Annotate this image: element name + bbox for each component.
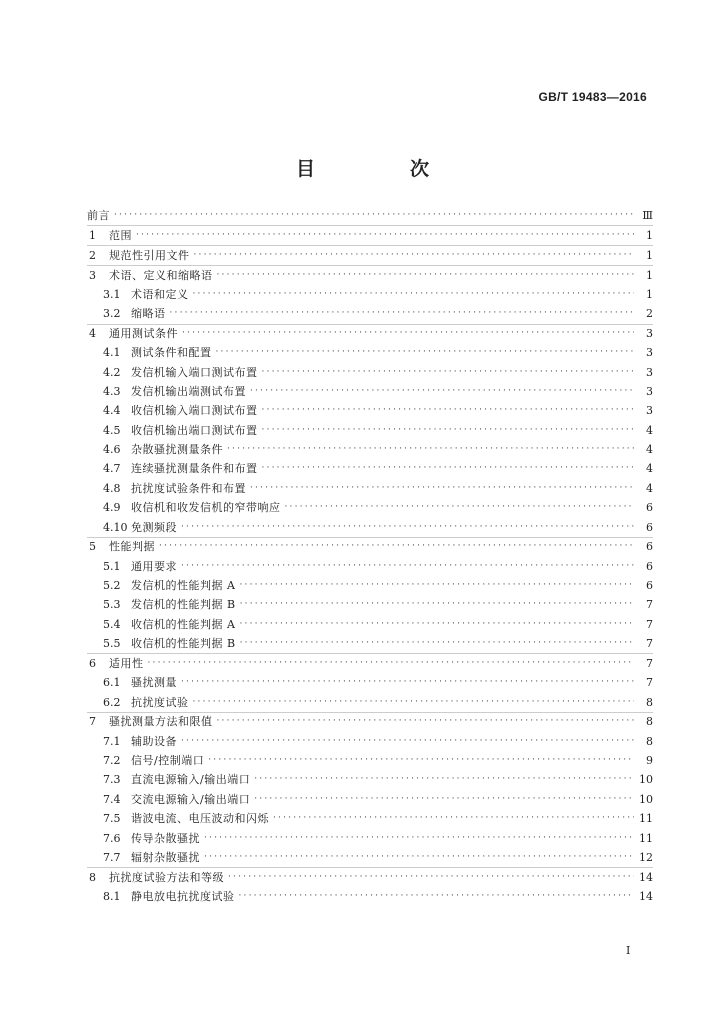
toc-entry[interactable]: [87, 518, 653, 537]
toc-entry-label: 发信机的性能判据 A: [131, 579, 236, 593]
toc-entry[interactable]: [87, 595, 653, 614]
toc-entry[interactable]: [87, 343, 653, 362]
toc-entry[interactable]: [87, 421, 653, 440]
toc-entry[interactable]: [87, 266, 653, 285]
toc-entry[interactable]: [87, 751, 653, 770]
toc-entry-label: 传导杂散骚扰: [131, 831, 200, 845]
toc-entry-number: 6.1: [103, 676, 121, 690]
toc-entry[interactable]: [87, 634, 653, 653]
toc-entry-label: 发信机输出端测试布置: [131, 385, 246, 399]
toc-entry-page: 1: [646, 228, 653, 242]
toc-entry-label: 术语和定义: [131, 287, 189, 301]
toc-leader-dots: [227, 440, 634, 459]
toc-entry-number: 7.3: [103, 773, 121, 787]
toc-entry-label: 连续骚扰测量条件和布置: [131, 462, 258, 476]
toc-entry-label: 通用要求: [131, 559, 177, 573]
toc-entry-label: 缩略语: [131, 307, 166, 321]
toc-entry-page: 10: [639, 792, 653, 806]
toc-entry-page: 3: [646, 385, 653, 399]
toc-entry-label: 术语、定义和缩略语: [109, 268, 213, 282]
toc-entry[interactable]: [87, 401, 653, 420]
toc-entry-label: 发信机输入端口测试布置: [131, 365, 258, 379]
toc-leader-dots: [181, 673, 634, 692]
toc-entry-label: 杂散骚扰测量条件: [131, 443, 223, 457]
toc-entry-page: 3: [646, 365, 653, 379]
toc-entry-page: 4: [646, 443, 653, 457]
toc-leader-dots: [228, 868, 634, 887]
toc-entry-page: 4: [646, 462, 653, 476]
toc-entry-number: 6: [89, 656, 96, 670]
toc-entry[interactable]: [87, 537, 653, 556]
toc-entry-label: 辅助设备: [131, 734, 177, 748]
toc-entry-label: 收信机的性能判据 B: [131, 637, 236, 651]
toc-entry-label: 收信机的性能判据 A: [131, 617, 236, 631]
toc-leader-dots: [204, 829, 634, 848]
toc-leader-dots: [148, 654, 635, 673]
toc-entry[interactable]: [87, 887, 653, 906]
toc-entry[interactable]: [87, 770, 653, 789]
toc-entry[interactable]: [87, 615, 653, 634]
toc-entry-number: 4.7: [103, 462, 121, 476]
toc-entry-label: 测试条件和配置: [131, 346, 212, 360]
toc-leader-dots: [239, 615, 634, 634]
toc-leader-dots: [285, 498, 635, 517]
toc-entry-number: 7.5: [103, 812, 121, 826]
toc-entry-number: 4.6: [103, 443, 121, 457]
toc-entry[interactable]: [87, 206, 653, 225]
toc-entry[interactable]: [87, 285, 653, 304]
toc-entry[interactable]: [87, 479, 653, 498]
page-number: I: [626, 944, 631, 957]
toc-entry-number: 7.2: [103, 754, 121, 768]
toc-entry-number: 5.5: [103, 637, 121, 651]
toc-entry[interactable]: [87, 498, 653, 517]
toc-entry-number: 4.10: [103, 520, 128, 534]
toc-entry-page: 7: [646, 637, 653, 651]
toc-entry-label: 谐波电流、电压波动和闪烁: [131, 812, 269, 826]
toc-entry[interactable]: [87, 712, 653, 731]
toc-entry-label: 抗扰度试验方法和等级: [109, 870, 224, 884]
toc-entry-page: 6: [646, 540, 653, 554]
toc-entry-page: 3: [646, 346, 653, 360]
toc-entry-label: 交流电源输入/输出端口: [131, 792, 251, 806]
toc-entry-number: 4.4: [103, 404, 121, 418]
toc-leader-dots: [239, 576, 634, 595]
toc-entry[interactable]: [87, 576, 653, 595]
toc-entry-page: 11: [639, 831, 653, 845]
toc-entry-page: Ⅲ: [642, 209, 653, 222]
toc-entry-label: 抗扰度试验: [131, 695, 189, 709]
toc-leader-dots: [240, 595, 634, 614]
toc-entry[interactable]: [87, 459, 653, 478]
toc-entry-label: 骚扰测量方法和限值: [109, 715, 213, 729]
toc-entry-label: 收信机输出端口测试布置: [131, 423, 258, 437]
toc-entry[interactable]: [87, 809, 653, 828]
toc-entry-number: 5.1: [103, 559, 121, 573]
toc-entry-label: 抗扰度试验条件和布置: [131, 481, 246, 495]
toc-entry[interactable]: [87, 324, 653, 343]
toc-entry[interactable]: [87, 829, 653, 848]
toc-leader-dots: [240, 634, 634, 653]
toc-entry-page: 9: [646, 754, 653, 768]
toc-entry-number: 2: [89, 248, 96, 262]
toc-entry-label: 规范性引用文件: [109, 248, 190, 262]
toc-entry-number: 5.4: [103, 617, 121, 631]
toc-leader-dots: [273, 809, 634, 828]
toc-entry-page: 8: [646, 695, 653, 709]
toc-entry-number: 4.3: [103, 385, 121, 399]
toc-leader-dots: [193, 285, 635, 304]
toc-entry[interactable]: [87, 848, 653, 867]
toc-entry-page: 4: [646, 481, 653, 495]
toc-leader-dots: [262, 421, 635, 440]
toc-entry-page: 8: [646, 715, 653, 729]
toc-entry[interactable]: [87, 440, 653, 459]
toc-entry-number: 4.5: [103, 423, 121, 437]
toc-leader-dots: [239, 887, 635, 906]
toc-entry[interactable]: [87, 868, 653, 887]
toc-entry-page: 12: [639, 850, 653, 864]
toc-entry-label: 辐射杂散骚扰: [131, 850, 200, 864]
toc-leader-dots: [193, 693, 635, 712]
toc-entry-number: 8.1: [103, 890, 121, 904]
toc-entry[interactable]: [87, 246, 653, 265]
toc-leader-dots: [262, 401, 635, 420]
toc-entry[interactable]: [87, 790, 653, 809]
toc-leader-dots: [182, 324, 634, 343]
table-of-contents: [87, 206, 653, 906]
toc-entry-label: 性能判据: [109, 540, 155, 554]
toc-entry[interactable]: [87, 382, 653, 401]
toc-entry-page: 14: [639, 890, 653, 904]
toc-leader-dots: [262, 459, 635, 478]
toc-leader-dots: [217, 712, 635, 731]
toc-leader-dots: [114, 206, 634, 225]
toc-entry-page: 14: [639, 870, 653, 884]
toc-entry-number: 4.8: [103, 481, 121, 495]
standard-code: GB/T 19483—2016: [538, 90, 647, 104]
toc-leader-dots: [181, 732, 634, 751]
toc-entry[interactable]: [87, 557, 653, 576]
toc-leader-dots: [254, 770, 634, 789]
toc-entry[interactable]: [87, 304, 653, 323]
toc-leader-dots: [250, 382, 634, 401]
toc-entry[interactable]: [87, 654, 653, 673]
toc-entry-label: 免测频段: [131, 520, 177, 534]
toc-leader-dots: [136, 226, 634, 245]
toc-entry-number: 3.1: [103, 287, 121, 301]
toc-entry-page: 6: [646, 501, 653, 515]
toc-leader-dots: [181, 557, 634, 576]
toc-entry-number: 7.7: [103, 850, 121, 864]
toc-leader-dots: [204, 848, 634, 867]
toc-leader-dots: [217, 266, 635, 285]
toc-entry-page: 7: [646, 617, 653, 631]
toc-entry-label: 收信机和收发信机的窄带响应: [131, 501, 281, 515]
toc-entry-number: 4.2: [103, 365, 121, 379]
toc-entry[interactable]: [87, 673, 653, 692]
toc-entry[interactable]: [87, 732, 653, 751]
toc-leader-dots: [194, 246, 635, 265]
toc-entry-page: 1: [646, 287, 653, 301]
toc-entry-page: 6: [646, 579, 653, 593]
toc-entry-number: 5: [89, 540, 96, 554]
toc-entry-number: 1: [89, 228, 96, 242]
toc-entry[interactable]: [87, 363, 653, 382]
toc-entry-number: 5.3: [103, 598, 121, 612]
toc-title: 目 次: [295, 158, 467, 180]
toc-entry-number: 7.1: [103, 734, 121, 748]
toc-entry-number: 7.6: [103, 831, 121, 845]
toc-entry-page: 10: [639, 773, 653, 787]
toc-entry-page: 7: [646, 656, 653, 670]
toc-entry-page: 6: [646, 520, 653, 534]
toc-entry-label: 直流电源输入/输出端口: [131, 773, 251, 787]
toc-entry-page: 2: [646, 307, 653, 321]
toc-entry-label: 发信机的性能判据 B: [131, 598, 236, 612]
toc-leader-dots: [181, 518, 634, 537]
toc-entry-number: 6.2: [103, 695, 121, 709]
toc-entry-page: 1: [646, 268, 653, 282]
toc-entry-number: 5.2: [103, 579, 121, 593]
toc-entry-number: 3.2: [103, 307, 121, 321]
toc-entry-label: 静电放电抗扰度试验: [131, 890, 235, 904]
toc-leader-dots: [254, 790, 634, 809]
toc-entry-page: 7: [646, 598, 653, 612]
toc-entry-number: 7: [89, 715, 96, 729]
toc-entry-label: 范围: [109, 228, 132, 242]
toc-entry-page: 11: [639, 812, 653, 826]
toc-entry[interactable]: [87, 226, 653, 245]
toc-entry-page: 4: [646, 423, 653, 437]
toc-entry-number: 4.1: [103, 346, 121, 360]
toc-entry[interactable]: [87, 693, 653, 712]
toc-leader-dots: [159, 537, 634, 556]
toc-entry-label: 信号/控制端口: [131, 754, 205, 768]
toc-entry-number: 3: [89, 268, 96, 282]
toc-leader-dots: [250, 479, 634, 498]
toc-entry-page: 8: [646, 734, 653, 748]
toc-entry-page: 7: [646, 676, 653, 690]
toc-entry-label: 前言: [87, 209, 110, 222]
toc-entry-page: 1: [646, 248, 653, 262]
toc-leader-dots: [208, 751, 634, 770]
toc-entry-page: 3: [646, 327, 653, 341]
toc-leader-dots: [216, 343, 635, 362]
toc-entry-label: 收信机输入端口测试布置: [131, 404, 258, 418]
toc-entry-number: 4: [89, 327, 96, 341]
toc-entry-number: 7.4: [103, 792, 121, 806]
toc-entry-number: 8: [89, 870, 96, 884]
toc-leader-dots: [262, 363, 635, 382]
toc-leader-dots: [170, 304, 635, 323]
toc-entry-label: 适用性: [109, 656, 144, 670]
toc-entry-label: 骚扰测量: [131, 676, 177, 690]
toc-entry-page: 6: [646, 559, 653, 573]
toc-entry-number: 4.9: [103, 501, 121, 515]
toc-entry-page: 3: [646, 404, 653, 418]
toc-entry-label: 通用测试条件: [109, 327, 178, 341]
